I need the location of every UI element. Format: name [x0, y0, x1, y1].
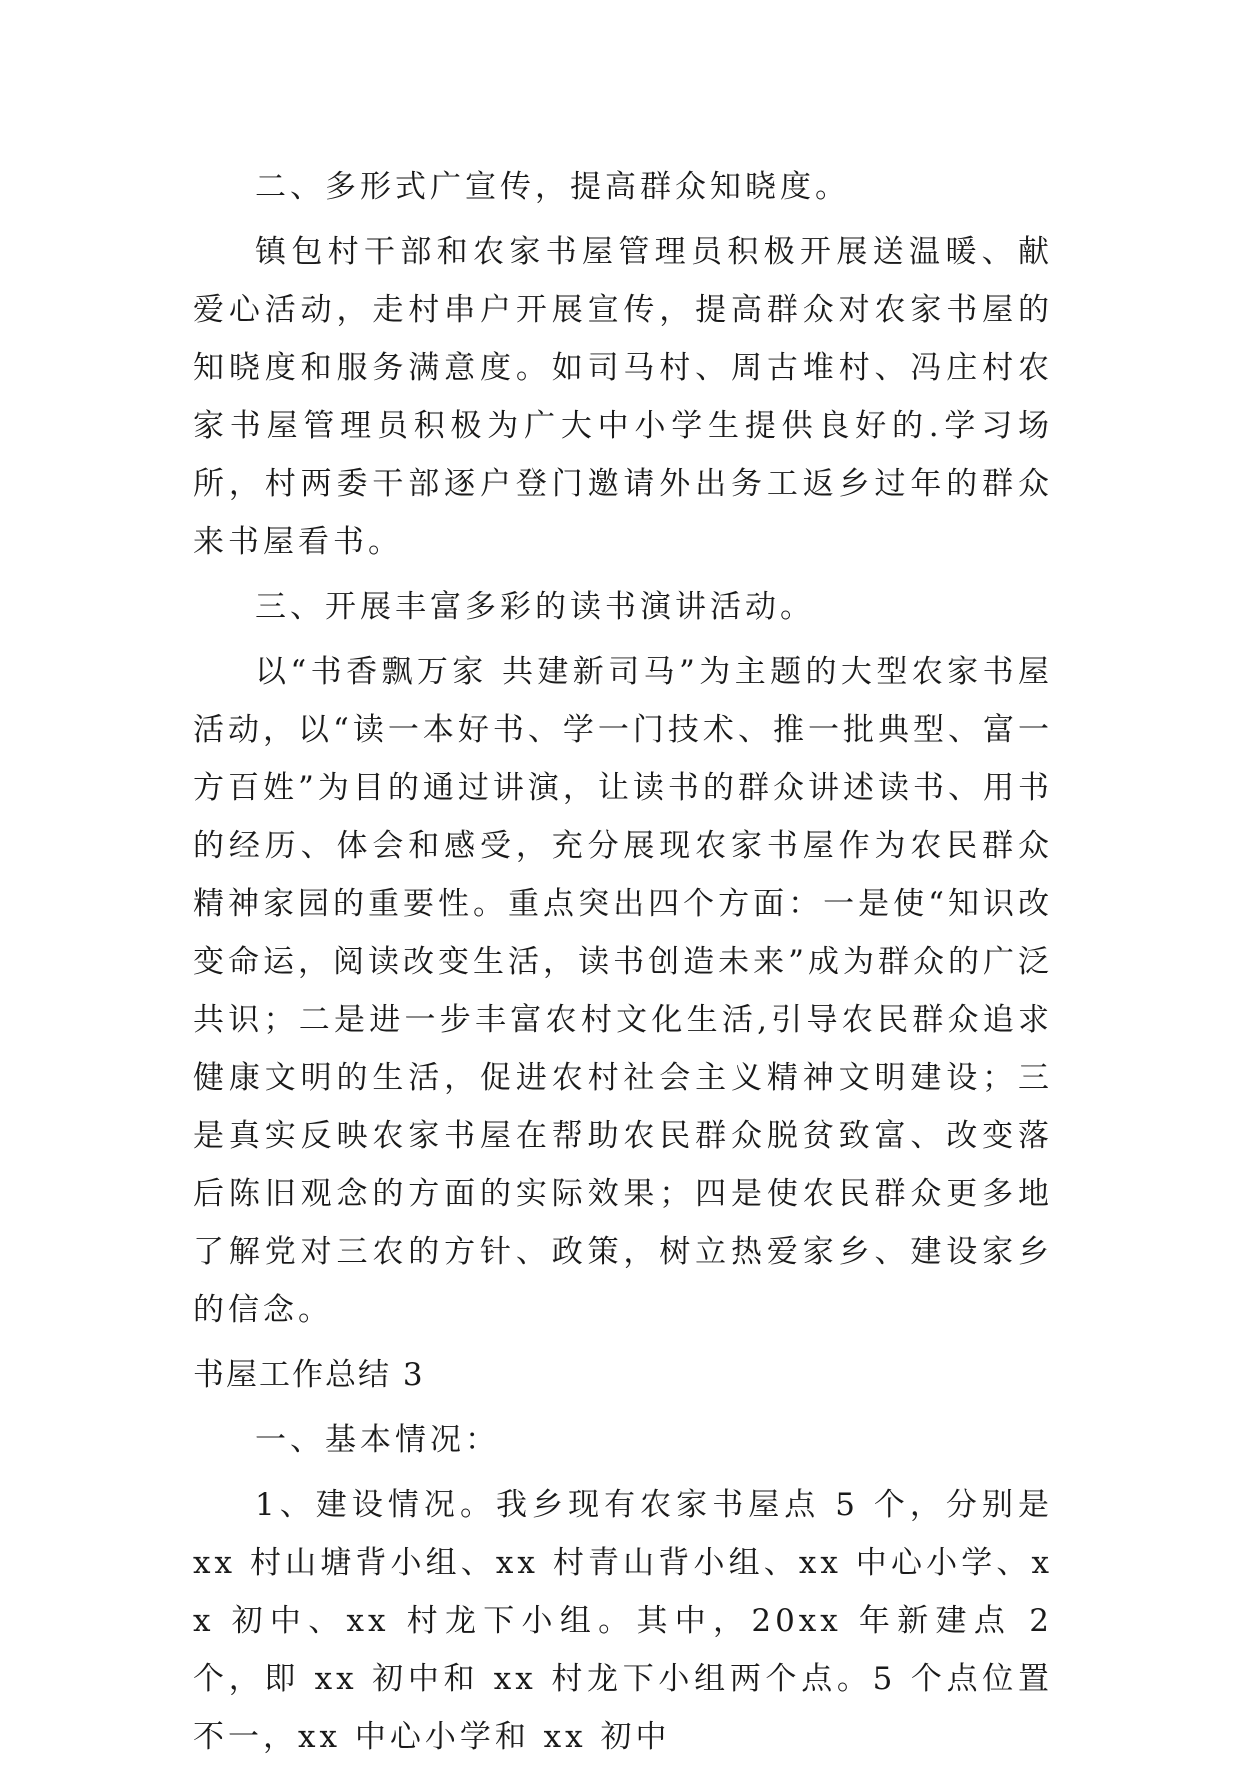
section-heading-2: 二、多形式广宣传，提高群众知晓度。: [255, 169, 850, 205]
section-heading-1: 一、基本情况：: [255, 1422, 500, 1458]
body-paragraph: 镇包村干部和农家书屋管理员积极开展送温暖、献爱心活动，走村串户开展宣传，提高群众对农家书屋的知晓度和服务满意度。如司马村、周古堆村、冯庄村农家书屋管理员积极为广大中小学生提供良好的.学习场所，村两委干部逐户登门邀请外出务工返乡过年的群众来书屋看书。: [193, 234, 1053, 560]
body-paragraph: 1、建设情况。我乡现有农家书屋点 5 个，分别是 xx 村山塘背小组、xx 村青山背小组、xx 中心小学、xx 初中、xx 村龙下小组。其中，20xx 年新建点 2 个，即 xx 初中和 xx 村龙下小组两个点。5 个点位置不一，xx 中心小学和 xx 初中: [193, 1487, 1053, 1755]
section-heading-3: 三、开展丰富多彩的读书演讲活动。: [255, 589, 815, 625]
document-title: 书屋工作总结 3: [193, 1357, 425, 1393]
body-paragraph: 以“书香飘万家 共建新司马”为主题的大型农家书屋活动，以“读一本好书、学一门技术、推一批典型、富一方百姓”为目的通过讲演，让读书的群众讲述读书、用书的经历、体会和感受，充分展现农家书屋作为农民群众精神家园的重要性。重点突出四个方面：一是使“知识改变命运，阅读改变生活，读书创造未来”成为群众的广泛共识；二是进一步丰富农村文化生活,引导农民群众追求健康文明的生活，促进农村社会主义精神文明建设；三是真实反映农家书屋在帮助农民群众脱贫致富、改变落后陈旧观念的方面的实际效果；四是使农民群众更多地了解党对三农的方针、政策，树立热爱家乡、建设家乡的信念。: [193, 654, 1053, 1328]
document-body: [193, 158, 1053, 1773]
